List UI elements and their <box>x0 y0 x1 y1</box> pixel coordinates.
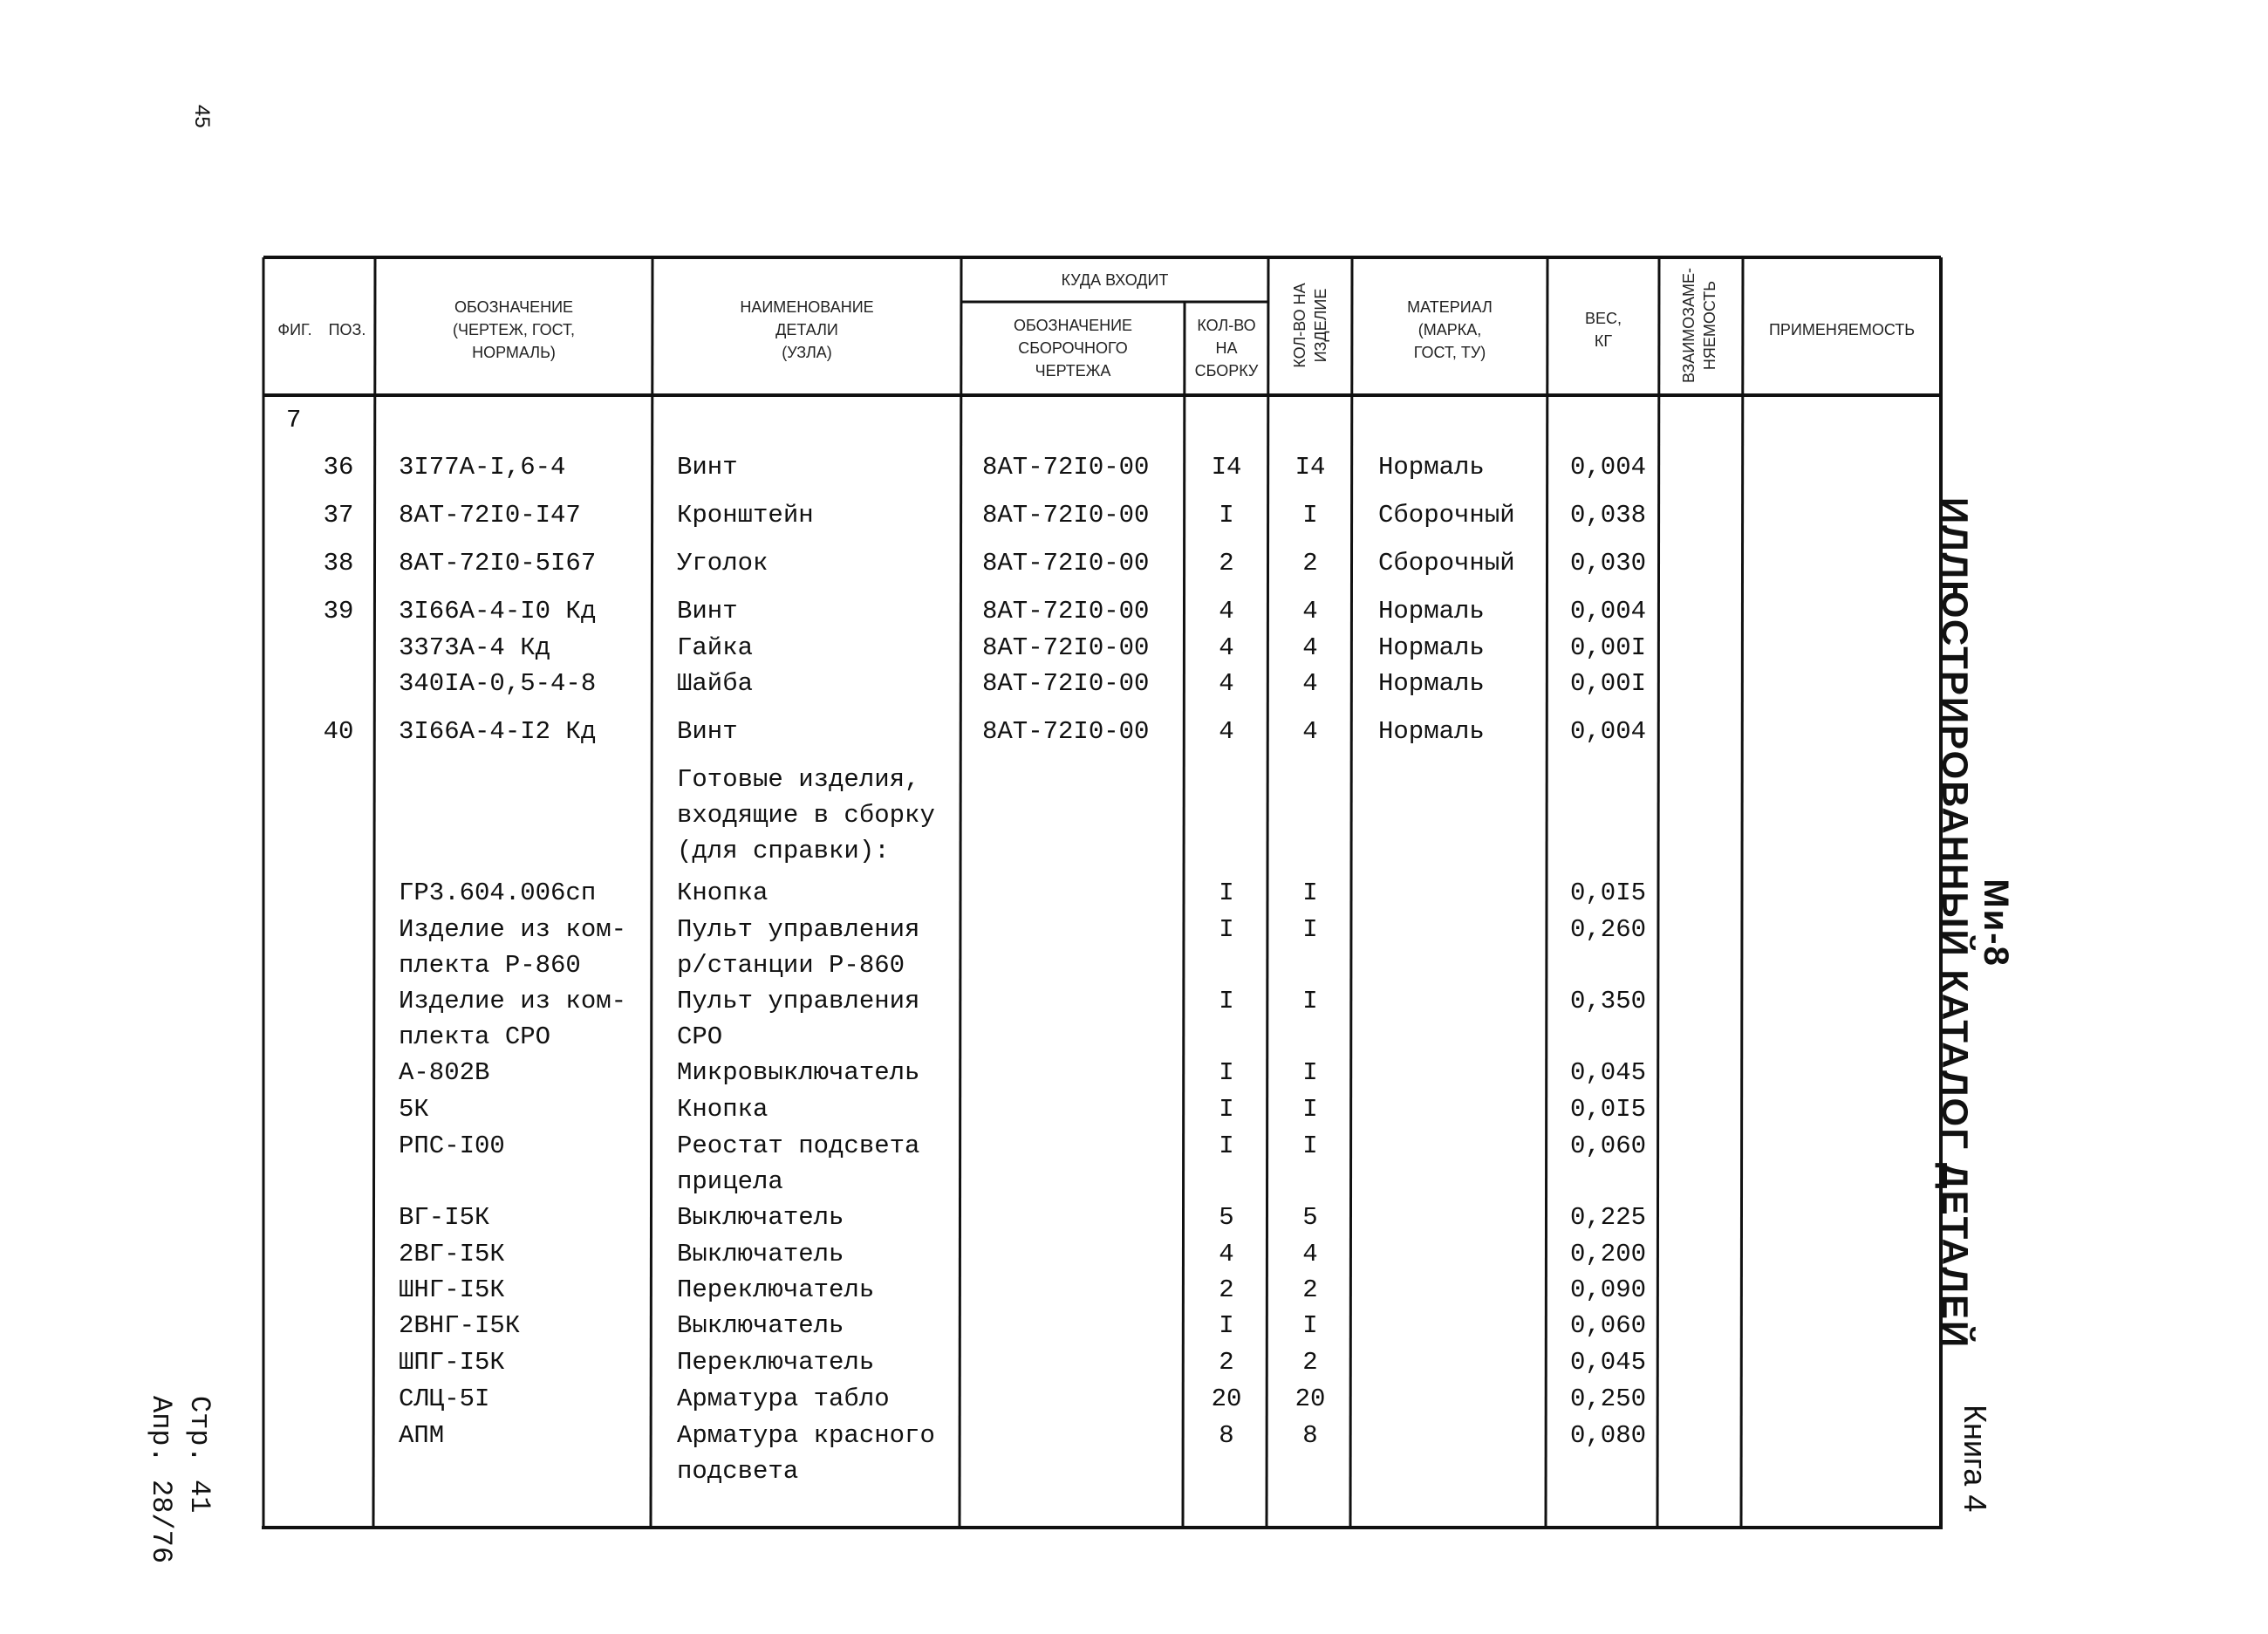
row-designation: 2ВНГ-I5К <box>399 1311 521 1340</box>
row-qty-product: 20 <box>1295 1384 1326 1413</box>
row-part-name: Арматура красного подсвета <box>677 1421 935 1486</box>
row-qty-product: I <box>1302 1095 1318 1124</box>
row-qty-assembly: 20 <box>1211 1384 1242 1413</box>
row-part-name: Винт <box>677 597 738 626</box>
row-qty-assembly: I <box>1219 501 1234 530</box>
row-qty-assembly: I <box>1219 915 1234 944</box>
row-weight: 0,0I5 <box>1570 1095 1647 1124</box>
row-position: 38 <box>323 549 354 578</box>
row-part-name: Переключатель <box>677 1348 875 1377</box>
row-designation: 340IА-0,5-4-8 <box>399 669 597 698</box>
row-assembly-drawing: 8АТ-72I0-00 <box>982 549 1150 578</box>
row-qty-product: I <box>1302 501 1318 530</box>
row-weight: 0,004 <box>1570 597 1647 626</box>
row-part-name: Выключатель <box>677 1240 844 1268</box>
row-part-name: Кнопка <box>677 879 769 907</box>
row-weight: 0,045 <box>1570 1058 1647 1087</box>
row-designation: АПМ <box>399 1421 445 1450</box>
row-weight: 0,038 <box>1570 501 1647 530</box>
figure-number: 7 <box>286 406 302 434</box>
row-qty-assembly: 4 <box>1219 717 1234 746</box>
row-qty-product: 4 <box>1302 669 1318 698</box>
catalog-name: ИЛЛЮСТРИРОВАННЫЙ КАТАЛОГ ДЕТАЛЕЙ <box>1935 497 1976 1350</box>
row-part-name: Пульт управления СРО <box>677 987 920 1051</box>
row-part-name: Кронштейн <box>677 501 814 530</box>
page-number: 45 <box>190 105 214 128</box>
row-assembly-drawing: 8АТ-72I0-00 <box>982 633 1150 662</box>
row-part-name: Реостат подсвета прицела <box>677 1131 920 1196</box>
page-stamp <box>141 1396 218 1563</box>
header-where-used: КУДА ВХОДИТ <box>1061 271 1169 289</box>
row-qty-assembly: 2 <box>1219 1348 1234 1377</box>
row-designation: 8АТ-72I0-I47 <box>399 501 581 530</box>
row-designation: ШПГ-I5К <box>399 1348 505 1377</box>
row-qty-product: 4 <box>1302 633 1318 662</box>
row-weight: 0,00I <box>1570 669 1647 698</box>
row-qty-assembly: 5 <box>1219 1203 1234 1232</box>
row-designation: 3I77А-I,6-4 <box>399 453 566 482</box>
row-designation: А-802В <box>399 1058 490 1087</box>
header-poz: ПОЗ. <box>328 321 366 338</box>
row-weight: 0,004 <box>1570 453 1647 482</box>
header-applicability: ПРИМЕНЯЕМОСТЬ <box>1768 321 1916 338</box>
row-material: Нормаль <box>1378 633 1485 662</box>
row-qty-assembly: 2 <box>1219 1275 1234 1304</box>
row-qty-product: 4 <box>1302 597 1318 626</box>
row-qty-product: 4 <box>1302 717 1318 746</box>
row-qty-assembly: 4 <box>1219 1240 1234 1268</box>
row-qty-assembly: 8 <box>1219 1421 1234 1450</box>
row-weight: 0,0I5 <box>1570 879 1647 907</box>
row-qty-assembly: I <box>1219 1311 1234 1340</box>
row-part-name: Выключатель <box>677 1203 844 1232</box>
row-assembly-drawing: 8АТ-72I0-00 <box>982 501 1150 530</box>
row-qty-assembly: 2 <box>1219 549 1234 578</box>
row-part-name: Микровыключатель <box>677 1058 920 1087</box>
row-material: Сборочный <box>1378 549 1515 578</box>
row-material: Нормаль <box>1378 717 1485 746</box>
row-weight: 0,260 <box>1570 915 1647 944</box>
row-designation: 8АТ-72I0-5I67 <box>399 549 597 578</box>
row-weight: 0,060 <box>1570 1131 1647 1160</box>
header-material: МАТЕРИАЛ (МАРКА, ГОСТ, ТУ) <box>1407 298 1493 361</box>
row-qty-assembly: I4 <box>1211 453 1242 482</box>
row-weight: 0,045 <box>1570 1348 1647 1377</box>
stamp-date: Апр. 28/76 <box>145 1396 177 1564</box>
row-designation: РПС-I00 <box>399 1131 505 1160</box>
row-weight: 0,00I <box>1570 633 1647 662</box>
row-designation: 3I66А-4-I2 Кд <box>399 717 597 746</box>
header-weight: ВЕС, КГ <box>1584 310 1622 350</box>
row-designation: ГР3.604.006сп <box>399 879 597 907</box>
row-qty-assembly: I <box>1219 879 1234 907</box>
row-assembly-drawing: 8АТ-72I0-00 <box>982 669 1150 698</box>
row-weight: 0,200 <box>1570 1240 1647 1268</box>
row-weight: 0,004 <box>1570 717 1647 746</box>
row-qty-product: 4 <box>1302 1240 1318 1268</box>
row-weight: 0,090 <box>1570 1275 1647 1304</box>
header-qty-assembly: КОЛ-ВО НА СБОРКУ <box>1194 317 1259 379</box>
row-weight: 0,250 <box>1570 1384 1647 1413</box>
row-qty-product: 2 <box>1302 1348 1318 1377</box>
row-assembly-drawing: 8АТ-72I0-00 <box>982 453 1150 482</box>
row-part-name: Выключатель <box>677 1311 844 1340</box>
row-designation: Изделие из ком- плекта Р-860 <box>399 915 627 980</box>
header-name: НАИМЕНОВАНИЕ ДЕТАЛИ (УЗЛА) <box>740 298 874 361</box>
row-position: 37 <box>323 501 354 530</box>
row-part-name: Пульт управления р/станции Р-860 <box>677 915 920 980</box>
row-designation: 5К <box>399 1095 429 1124</box>
row-material: Сборочный <box>1378 501 1515 530</box>
row-part-name: Гайка <box>677 633 754 662</box>
row-qty-product: I4 <box>1295 453 1326 482</box>
header-designation: ОБОЗНАЧЕНИЕ (ЧЕРТЕЖ, ГОСТ, НОРМАЛЬ) <box>453 298 575 361</box>
row-designation: 3373А-4 Кд <box>399 633 551 662</box>
stamp-page: Стр. 41 <box>183 1396 215 1514</box>
row-weight: 0,350 <box>1570 987 1647 1015</box>
row-qty-assembly: 4 <box>1219 633 1234 662</box>
row-qty-product: I <box>1302 987 1318 1015</box>
row-assembly-drawing: 8АТ-72I0-00 <box>982 597 1150 626</box>
row-designation: Изделие из ком- плекта СРО <box>399 987 627 1051</box>
header-fig: ФИГ. <box>277 321 312 338</box>
row-weight: 0,060 <box>1570 1311 1647 1340</box>
row-part-name: Винт <box>677 453 738 482</box>
book-label: Книга 4 <box>1957 1405 1993 1513</box>
row-qty-assembly: I <box>1219 1095 1234 1124</box>
row-qty-product: I <box>1302 1131 1318 1160</box>
row-part-name: Арматура табло <box>677 1384 890 1413</box>
row-part-name: Кнопка <box>677 1095 769 1124</box>
row-position: 40 <box>323 717 354 746</box>
row-part-name: Шайба <box>677 669 754 698</box>
row-designation: 2ВГ-I5К <box>399 1240 505 1268</box>
row-part-name: Винт <box>677 717 738 746</box>
row-qty-product: I <box>1302 915 1318 944</box>
row-material: Нормаль <box>1378 597 1485 626</box>
row-qty-assembly: I <box>1219 1058 1234 1087</box>
parts-table <box>262 256 1943 1529</box>
header-assembly-drawing: ОБОЗНАЧЕНИЕ СБОРОЧНОГО ЧЕРТЕЖА <box>1013 317 1133 379</box>
row-qty-product: 8 <box>1302 1421 1318 1450</box>
row-qty-assembly: 4 <box>1219 597 1234 626</box>
aircraft-model: Ми-8 <box>1977 879 2015 967</box>
row-qty-product: I <box>1302 1311 1318 1340</box>
row-weight: 0,225 <box>1570 1203 1647 1232</box>
row-weight: 0,080 <box>1570 1421 1647 1450</box>
row-assembly-drawing: 8АТ-72I0-00 <box>982 717 1150 746</box>
row-weight: 0,030 <box>1570 549 1647 578</box>
row-qty-product: 2 <box>1302 549 1318 578</box>
row-qty-product: 5 <box>1302 1203 1318 1232</box>
row-qty-assembly: I <box>1219 1131 1234 1160</box>
row-part-name: Уголок <box>677 549 769 578</box>
row-qty-product: I <box>1302 1058 1318 1087</box>
row-position: 39 <box>323 597 354 626</box>
row-designation: СЛЦ-5I <box>399 1384 490 1413</box>
row-designation: ШНГ-I5К <box>399 1275 505 1304</box>
row-part-name: Готовые изделия, входящие в сборку (для справки): <box>677 765 935 865</box>
header-interchange: ВЗАИМОЗАМЕ- НЯЕМОСТЬ <box>1680 267 1718 384</box>
catalog-title <box>1934 497 2015 1349</box>
header-qty-product: КОЛ-ВО НА ИЗДЕЛИЕ <box>1291 283 1329 368</box>
row-material: Нормаль <box>1378 669 1485 698</box>
row-position: 36 <box>323 453 354 482</box>
row-qty-assembly: I <box>1219 987 1234 1015</box>
row-designation: ВГ-I5К <box>399 1203 490 1232</box>
row-qty-product: 2 <box>1302 1275 1318 1304</box>
row-part-name: Переключатель <box>677 1275 875 1304</box>
row-qty-product: I <box>1302 879 1318 907</box>
row-material: Нормаль <box>1378 453 1485 482</box>
row-qty-assembly: 4 <box>1219 669 1234 698</box>
row-designation: 3I66А-4-I0 Кд <box>399 597 597 626</box>
